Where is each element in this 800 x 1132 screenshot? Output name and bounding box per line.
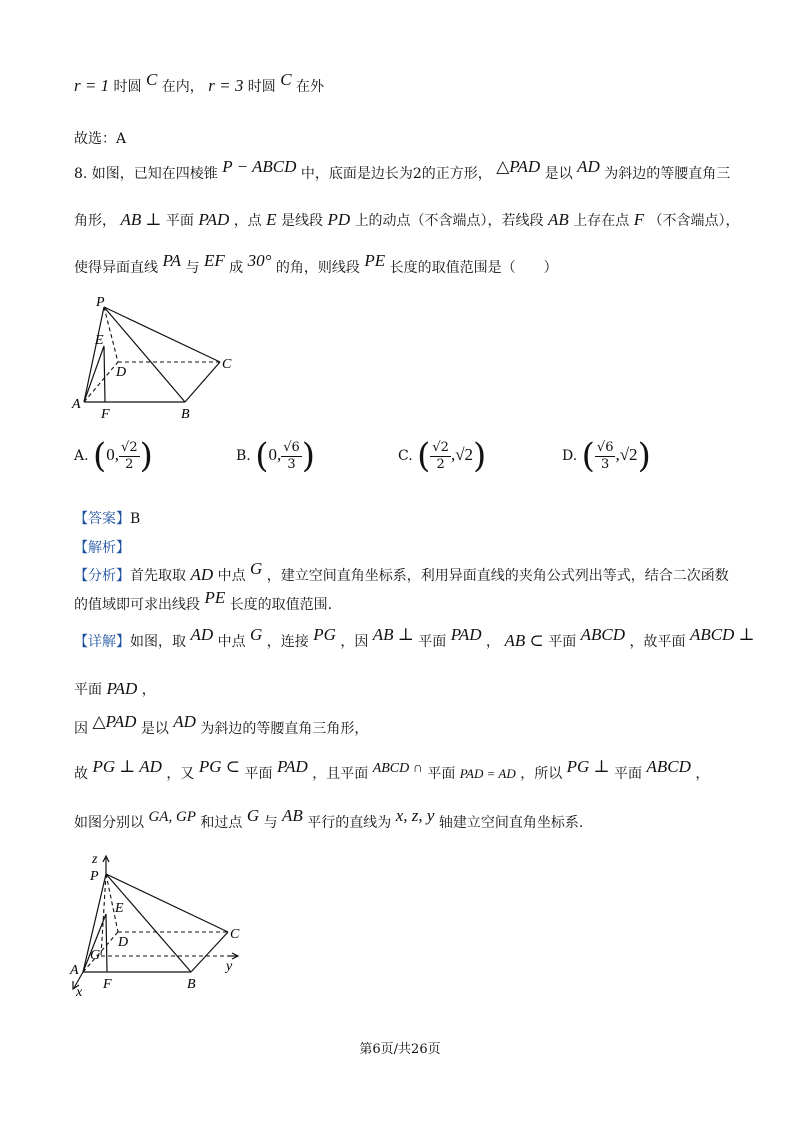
label-C: C — [222, 357, 232, 372]
math: AD — [173, 712, 196, 731]
text: ，因 — [340, 634, 369, 650]
label-B: B — [181, 407, 190, 422]
label-A: A — [70, 963, 79, 978]
text: 使得异面直线 — [74, 260, 158, 276]
text: 因 — [74, 721, 88, 737]
answer-choice-line: 故选：A — [74, 131, 127, 147]
math: G — [246, 806, 260, 825]
option-D[interactable] — [562, 436, 651, 476]
detail-line-2 — [74, 679, 156, 699]
text: 长度的取值范围是（ ） — [389, 260, 558, 276]
math: GA, GP — [148, 809, 196, 825]
text: 与 — [185, 260, 200, 276]
math: PD — [327, 210, 351, 229]
math: PAD — [276, 757, 308, 776]
math: AD — [577, 157, 600, 176]
paren-right: ) — [139, 436, 153, 476]
math: PE — [364, 251, 386, 270]
analysis-heading — [74, 537, 130, 557]
math: △PAD — [496, 157, 541, 176]
label-G: G — [90, 948, 101, 963]
edge-BC — [185, 362, 220, 402]
option-value: 0, — [268, 445, 282, 464]
math: E — [266, 210, 277, 229]
option-value: ,√2 — [450, 445, 474, 464]
math: △PAD — [92, 712, 137, 731]
paren-right: ) — [301, 436, 316, 476]
paren-left: ( — [255, 436, 269, 476]
math-C: C — [146, 70, 158, 89]
detail-tag: 【详解】 — [74, 634, 130, 650]
label-z: z — [92, 852, 98, 867]
math: F — [633, 210, 645, 229]
answer-tag: 【答案】 — [74, 511, 130, 527]
text: 是以 — [140, 721, 169, 737]
math: AB ⊂ — [504, 631, 544, 650]
math: AD — [190, 625, 214, 644]
math: ABCD ∩ — [372, 761, 423, 776]
paren-left: ( — [417, 436, 431, 476]
math: PG — [313, 625, 336, 644]
numerator: √6 — [596, 439, 614, 455]
paren-left: ( — [581, 436, 595, 476]
text: 的值域即可求出线段 — [74, 597, 200, 613]
text-line-1 — [74, 70, 325, 96]
label-D: D — [116, 365, 127, 380]
text: 平行的直线为 — [307, 815, 392, 831]
page-footer: 第6页/共26页 — [359, 1042, 441, 1057]
text: 中点 — [217, 634, 246, 650]
math: PG ⊥ AD — [92, 757, 162, 776]
text: 平面 — [244, 766, 273, 782]
option-value: 0, — [106, 445, 120, 464]
text: 的角，则线段 — [275, 260, 360, 276]
text: 平面 — [74, 682, 102, 698]
text: 平面 — [418, 634, 447, 650]
text: 上的动点（不含端点），若线段 — [354, 213, 544, 229]
text: 轴建立空间直角坐标系. — [438, 815, 584, 831]
text: 平面 — [427, 766, 456, 782]
label-P: P — [96, 295, 105, 310]
fraction — [430, 440, 451, 473]
math-r1: r = 1 — [74, 76, 110, 95]
text: 上存在点 — [573, 213, 630, 229]
label-x: x — [76, 985, 83, 998]
analysis-tag: 【解析】 — [74, 540, 130, 556]
text: 首先取取 — [130, 568, 186, 584]
label-E: E — [95, 333, 104, 348]
paren-left: ( — [93, 436, 107, 476]
label-C: C — [230, 927, 240, 942]
option-letter: A. — [74, 448, 89, 464]
label-D: D — [118, 935, 129, 950]
text: 为斜边的等腰直角三角形， — [200, 721, 369, 737]
detail-line-3 — [74, 712, 369, 738]
answer-line — [74, 508, 140, 528]
option-C[interactable] — [398, 436, 486, 476]
option-letter: C. — [398, 448, 413, 464]
denominator: 2 — [436, 456, 445, 472]
text: 成 — [229, 260, 244, 276]
math: PAD — [450, 625, 482, 644]
math: AB ⊥ — [372, 625, 414, 644]
text: 是线段 — [280, 213, 323, 229]
label-F: F — [101, 407, 110, 422]
math: 30° — [247, 251, 272, 270]
label-P: P — [90, 869, 99, 884]
math: ABCD — [646, 757, 691, 776]
label-A: A — [72, 397, 81, 412]
edge-PC — [106, 874, 228, 932]
text: ，又 — [166, 766, 195, 782]
math: PAD — [106, 679, 138, 698]
text: ，所以 — [520, 766, 563, 782]
text: 长度的取值范围. — [229, 597, 333, 613]
text: ，建立空间直角坐标系，利用异面直线的夹角公式列出等式，结合二次函数 — [266, 568, 729, 584]
numerator: √2 — [432, 439, 449, 455]
edge-PC — [104, 307, 220, 362]
edge-PB — [106, 874, 191, 972]
text: ，故平面 — [629, 634, 686, 650]
math: P − ABCD — [222, 157, 297, 176]
edge-BC — [191, 932, 228, 972]
text: ， — [141, 682, 156, 698]
option-B[interactable] — [236, 436, 315, 476]
edge-AD-hidden — [84, 362, 118, 402]
math: PA — [162, 251, 182, 270]
text: 是以 — [544, 166, 573, 182]
math: AB ⊥ — [120, 210, 162, 229]
math: AB — [282, 806, 303, 825]
math: PAD = AD — [459, 766, 516, 781]
text: ， — [486, 634, 501, 650]
fraction — [281, 440, 302, 473]
text: （不含端点）， — [648, 213, 740, 229]
analysis-line-1 — [74, 559, 729, 585]
text: 8. 如图，已知在四棱锥 — [74, 166, 218, 182]
question-8-line-3 — [74, 251, 558, 277]
math-r3: r = 3 — [208, 76, 244, 95]
math: ABCD — [580, 625, 626, 644]
math: AD — [190, 565, 214, 584]
label-E: E — [115, 901, 124, 916]
text: 中，底面是边长为2的正方形， — [300, 166, 492, 182]
fenxi-tag: 【分析】 — [74, 568, 130, 584]
math: PG ⊂ — [198, 757, 241, 776]
text: ，且平面 — [312, 766, 369, 782]
math: G — [250, 559, 263, 578]
math: EF — [203, 251, 225, 270]
detail-line-5 — [74, 806, 584, 832]
question-8-line-1 — [74, 157, 731, 183]
option-value: ,√2 — [615, 445, 638, 464]
math: PAD — [198, 210, 230, 229]
segment-EF — [104, 346, 105, 402]
text: ，点 — [233, 213, 262, 229]
math: x, z, y — [395, 806, 435, 825]
pyramid-figure-1 — [68, 292, 248, 422]
detail-line-1 — [74, 625, 755, 651]
label-B: B — [187, 977, 196, 992]
text: 与 — [263, 815, 278, 831]
paren-right: ) — [637, 436, 651, 476]
math: G — [250, 625, 263, 644]
math: ABCD ⊥ — [689, 625, 755, 644]
text: 如图分别以 — [74, 815, 144, 831]
answer-value: B — [130, 511, 141, 527]
math-C: C — [280, 70, 292, 89]
pyramid-figure-2 — [66, 848, 256, 998]
analysis-line-2 — [74, 588, 333, 614]
text: 角形， — [74, 213, 116, 229]
math: AB — [548, 210, 569, 229]
fraction — [119, 440, 140, 473]
denominator: 3 — [601, 456, 610, 472]
label-y: y — [226, 959, 233, 974]
fraction — [595, 440, 616, 473]
text: 在外 — [296, 79, 325, 95]
text: ，连接 — [266, 634, 309, 650]
text: 平面 — [165, 213, 194, 229]
math: PE — [204, 588, 226, 607]
paren-right: ) — [473, 436, 487, 476]
label-F: F — [103, 977, 112, 992]
text: 在内， — [161, 79, 204, 95]
question-8-line-2 — [74, 210, 740, 230]
text: 时圆 — [247, 79, 276, 95]
denominator: 3 — [287, 456, 296, 472]
text: ， — [695, 766, 710, 782]
text: 时圆 — [113, 79, 142, 95]
segment-EF — [106, 914, 107, 972]
math: PG ⊥ — [566, 757, 610, 776]
text: 和过点 — [200, 815, 243, 831]
numerator: √6 — [283, 439, 300, 455]
numerator: √2 — [121, 439, 138, 455]
denominator: 2 — [125, 456, 134, 472]
option-letter: D. — [562, 448, 578, 464]
text: 为斜边的等腰直角三 — [604, 166, 731, 182]
detail-line-4 — [74, 757, 710, 783]
text: 平面 — [548, 634, 577, 650]
option-letter: B. — [236, 448, 251, 464]
text: 如图，取 — [130, 634, 186, 650]
text: 中点 — [217, 568, 246, 584]
text: 故 — [74, 766, 88, 782]
option-A[interactable] — [74, 436, 153, 476]
text: 平面 — [614, 766, 643, 782]
